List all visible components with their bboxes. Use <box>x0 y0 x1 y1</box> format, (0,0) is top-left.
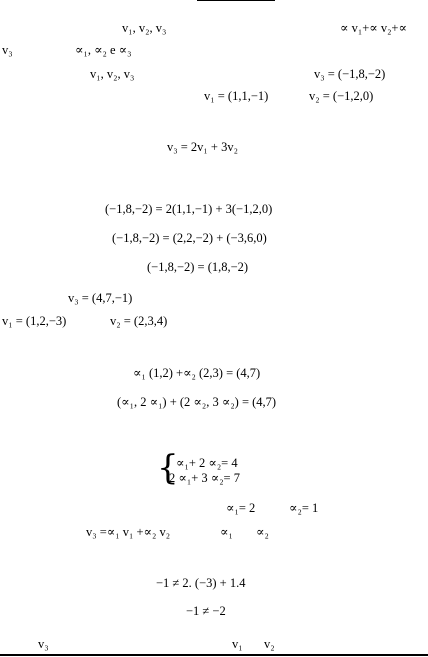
equation-line: (−1,8,−2) = (1,8,−2) <box>147 260 249 274</box>
equation-line: v₁ = (1,2,−3) <box>2 314 67 328</box>
equation-line: ∝₁ <box>220 525 233 539</box>
equation-line: v₁ <box>232 637 243 651</box>
bottom-rule <box>0 654 428 656</box>
equation-line: (∝₁, 2 ∝₁) + (2 ∝₂, 3 ∝₂) = (4,7) <box>117 395 277 409</box>
equation-line: v₂ <box>264 637 275 651</box>
equation-line: (−1,8,−2) = 2(1,1,−1) + 3(−1,2,0) <box>105 202 273 216</box>
equation-line: v₁, v₂, v₃ <box>90 67 135 81</box>
equation-line: v₃ <box>38 637 49 651</box>
equation-line: v₁, v₂, v₃ <box>122 21 167 35</box>
equation-line: ∝₂ <box>256 525 269 539</box>
equation-line: ∝₁, ∝₂ e ∝₃ <box>75 43 132 57</box>
system-equation: 2 ∝₁+ 3 ∝₂= 7 <box>169 471 240 485</box>
equation-line: v₃ = 2v₁ + 3v₂ <box>167 140 238 154</box>
equation-line: v₁ = (1,1,−1) <box>204 89 269 103</box>
equation-line: ∝ v₁+∝ v₂+∝ <box>340 21 407 35</box>
system-brace: { <box>157 448 179 488</box>
equation-line: v₃ = (−1,8,−2) <box>314 67 386 81</box>
equation-line: (−1,8,−2) = (2,2,−2) + (−3,6,0) <box>112 231 267 245</box>
equation-line: ∝₂= 1 <box>289 501 319 515</box>
equation-line: v₃ <box>2 43 13 57</box>
equation-line: −1 ≠ 2. (−3) + 1.4 <box>156 576 246 590</box>
equation-line: v₂ = (2,3,4) <box>110 314 168 328</box>
equation-line: ∝₁= 2 <box>226 501 256 515</box>
equation-line: v₃ = (4,7,−1) <box>68 291 133 305</box>
top-rule <box>197 0 275 1</box>
system-equation: ∝₁+ 2 ∝₂= 4 <box>176 456 238 470</box>
equation-line: −1 ≠ −2 <box>186 604 226 618</box>
equation-line: v₃ =∝₁ v₁ +∝₂ v₂ <box>86 525 171 539</box>
equation-line: ∝₁ (1,2) +∝₂ (2,3) = (4,7) <box>133 366 261 380</box>
equation-line: v₂ = (−1,2,0) <box>309 89 374 103</box>
